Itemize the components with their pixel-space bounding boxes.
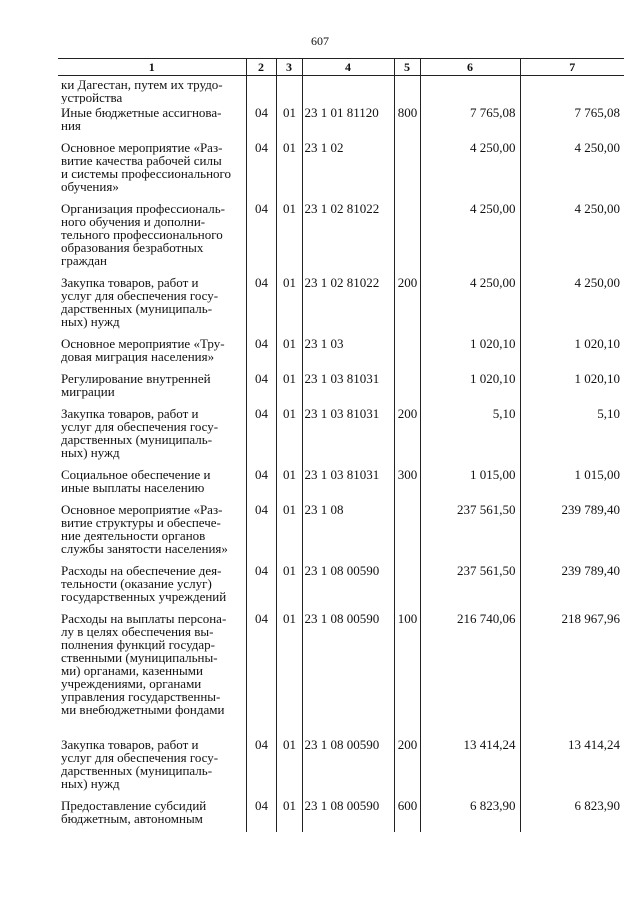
amount-year-2: 239 789,40 — [520, 501, 624, 562]
target-article-code: 23 1 08 00590 — [302, 610, 394, 736]
row-name-line: довая миграция населения» — [61, 349, 215, 364]
amount-year-1: 216 740,06 — [420, 610, 520, 736]
table-row — [58, 335, 624, 370]
target-article-code: 23 1 02 81022 — [302, 200, 394, 274]
table-row — [58, 139, 624, 200]
target-article-code: 23 1 01 81120 — [302, 104, 394, 139]
target-article-code: 23 1 08 00590 — [302, 797, 394, 832]
amount-year-2 — [520, 76, 624, 105]
section-code — [246, 76, 276, 105]
column-header: 5 — [394, 59, 420, 76]
section-code: 04 — [246, 405, 276, 466]
row-name-line: ния — [61, 118, 81, 133]
row-name-line: полнения функций государ- — [61, 637, 215, 652]
row-name-line: ных) нужд — [61, 445, 120, 460]
amount-year-1: 5,10 — [420, 405, 520, 466]
row-name-line: услуг для обеспечения госу- — [61, 419, 219, 434]
row-name-line: Закупка товаров, работ и — [61, 406, 199, 421]
row-name-line: обучения» — [61, 179, 119, 194]
target-article-code: 23 1 08 — [302, 501, 394, 562]
row-name-line: Организация профессиональ- — [61, 201, 226, 216]
amount-year-1: 237 561,50 — [420, 562, 520, 610]
column-header: 3 — [276, 59, 302, 76]
row-name-line: тельности (оказание услуг) — [61, 576, 212, 591]
column-header: 4 — [302, 59, 394, 76]
section-code: 04 — [246, 104, 276, 139]
row-name-line: иные выплаты населению — [61, 480, 205, 495]
row-name-cell — [58, 562, 246, 610]
amount-year-1: 4 250,00 — [420, 200, 520, 274]
table-row — [58, 797, 624, 832]
expense-type-code — [394, 562, 420, 610]
amount-year-1: 1 020,10 — [420, 370, 520, 405]
table-row — [58, 200, 624, 274]
expense-type-code — [394, 370, 420, 405]
row-name-line: государственных учреждений — [61, 589, 227, 604]
row-name-line: витие качества рабочей силы — [61, 153, 222, 168]
row-name-cell — [58, 736, 246, 797]
expense-type-code: 600 — [394, 797, 420, 832]
row-name-line: Иные бюджетные ассигнова- — [61, 105, 222, 120]
row-name-line: Основное мероприятие «Раз- — [61, 502, 223, 517]
amount-year-2: 7 765,08 — [520, 104, 624, 139]
section-code: 04 — [246, 501, 276, 562]
amount-year-1 — [420, 76, 520, 105]
row-name-line: Расходы на выплаты персона- — [61, 611, 227, 626]
row-name-cell — [58, 370, 246, 405]
subsection-code: 01 — [276, 139, 302, 200]
amount-year-1: 4 250,00 — [420, 274, 520, 335]
row-name-line: ми внебюджетными фондами — [61, 702, 225, 717]
row-name-line: дарственных (муниципаль- — [61, 432, 213, 447]
target-article-code — [302, 76, 394, 105]
table-row — [58, 562, 624, 610]
row-name-line: Расходы на обеспечение дея- — [61, 563, 222, 578]
table-row — [58, 466, 624, 501]
row-name-line: тельного профессионального — [61, 227, 223, 242]
subsection-code: 01 — [276, 466, 302, 501]
expense-type-code: 200 — [394, 274, 420, 335]
target-article-code: 23 1 03 — [302, 335, 394, 370]
row-name-line: Предоставление субсидий — [61, 798, 207, 813]
row-name-line: услуг для обеспечения госу- — [61, 750, 219, 765]
row-name-cell — [58, 466, 246, 501]
amount-year-1: 1 015,00 — [420, 466, 520, 501]
row-name-line: бюджетным, автономным — [61, 811, 203, 826]
row-name-line: услуг для обеспечения госу- — [61, 288, 219, 303]
subsection-code: 01 — [276, 797, 302, 832]
page-number: 607 — [311, 34, 329, 48]
amount-year-2: 4 250,00 — [520, 139, 624, 200]
amount-year-1: 4 250,00 — [420, 139, 520, 200]
target-article-code: 23 1 08 00590 — [302, 562, 394, 610]
row-name-cell — [58, 405, 246, 466]
table-row — [58, 736, 624, 797]
subsection-code — [276, 76, 302, 105]
row-name-line: граждан — [61, 253, 107, 268]
row-name-line: управления государственны- — [61, 689, 221, 704]
expense-type-code: 100 — [394, 610, 420, 736]
subsection-code: 01 — [276, 104, 302, 139]
section-code: 04 — [246, 466, 276, 501]
subsection-code: 01 — [276, 736, 302, 797]
section-code: 04 — [246, 274, 276, 335]
section-code: 04 — [246, 610, 276, 736]
amount-year-1: 7 765,08 — [420, 104, 520, 139]
target-article-code: 23 1 03 81031 — [302, 466, 394, 501]
table-row — [58, 104, 624, 139]
amount-year-2: 13 414,24 — [520, 736, 624, 797]
table-header-row — [58, 59, 624, 76]
row-name-line: и системы профессионального — [61, 166, 232, 181]
amount-year-1: 6 823,90 — [420, 797, 520, 832]
budget-table — [58, 58, 624, 832]
row-name-line: ки Дагестан, путем их трудо- — [61, 77, 223, 92]
table-row — [58, 370, 624, 405]
row-name-cell — [58, 200, 246, 274]
subsection-code: 01 — [276, 610, 302, 736]
amount-year-2: 1 015,00 — [520, 466, 624, 501]
row-name-line: миграции — [61, 384, 115, 399]
target-article-code: 23 1 02 81022 — [302, 274, 394, 335]
row-name-cell — [58, 139, 246, 200]
expense-type-code — [394, 335, 420, 370]
amount-year-2: 6 823,90 — [520, 797, 624, 832]
section-code: 04 — [246, 200, 276, 274]
row-name-line: ных) нужд — [61, 776, 120, 791]
subsection-code: 01 — [276, 200, 302, 274]
row-name-line: ных) нужд — [61, 314, 120, 329]
row-name-line: Закупка товаров, работ и — [61, 737, 199, 752]
subsection-code: 01 — [276, 501, 302, 562]
section-code: 04 — [246, 562, 276, 610]
section-code: 04 — [246, 370, 276, 405]
expense-type-code — [394, 200, 420, 274]
amount-year-2: 5,10 — [520, 405, 624, 466]
subsection-code: 01 — [276, 405, 302, 466]
row-name-line: устройства — [61, 90, 123, 104]
row-name-line: учреждениями, органами — [61, 676, 202, 691]
row-name-line: Основное мероприятие «Тру- — [61, 336, 225, 351]
expense-type-code: 200 — [394, 405, 420, 466]
amount-year-2: 1 020,10 — [520, 370, 624, 405]
column-header: 7 — [520, 59, 624, 76]
section-code: 04 — [246, 335, 276, 370]
amount-year-2: 218 967,96 — [520, 610, 624, 736]
amount-year-1: 13 414,24 — [420, 736, 520, 797]
section-code: 04 — [246, 797, 276, 832]
amount-year-1: 237 561,50 — [420, 501, 520, 562]
subsection-code: 01 — [276, 370, 302, 405]
table-row — [58, 405, 624, 466]
amount-year-1: 1 020,10 — [420, 335, 520, 370]
column-header: 2 — [246, 59, 276, 76]
row-name-cell — [58, 104, 246, 139]
row-name-line: образования безработных — [61, 240, 204, 255]
row-name-cell — [58, 610, 246, 736]
expense-type-code: 800 — [394, 104, 420, 139]
row-name-cell — [58, 335, 246, 370]
row-name-line: ного обучения и дополни- — [61, 214, 206, 229]
expense-type-code — [394, 76, 420, 105]
target-article-code: 23 1 02 — [302, 139, 394, 200]
row-name-line: Социальное обеспечение и — [61, 467, 211, 482]
row-name-line: Регулирование внутренней — [61, 371, 211, 386]
expense-type-code — [394, 139, 420, 200]
row-name-cell — [58, 501, 246, 562]
expense-type-code — [394, 501, 420, 562]
amount-year-2: 239 789,40 — [520, 562, 624, 610]
amount-year-2: 1 020,10 — [520, 335, 624, 370]
row-name-line: дарственных (муниципаль- — [61, 763, 213, 778]
section-code: 04 — [246, 736, 276, 797]
row-name-line: лу в целях обеспечения вы- — [61, 624, 214, 639]
amount-year-2: 4 250,00 — [520, 274, 624, 335]
table-row — [58, 274, 624, 335]
table-row — [58, 610, 624, 736]
target-article-code: 23 1 03 81031 — [302, 405, 394, 466]
row-name-line: Закупка товаров, работ и — [61, 275, 199, 290]
row-name-line: ственными (муниципальны- — [61, 650, 218, 665]
subsection-code: 01 — [276, 562, 302, 610]
row-name-line: Основное мероприятие «Раз- — [61, 140, 223, 155]
row-name-cell — [58, 76, 246, 105]
subsection-code: 01 — [276, 274, 302, 335]
table-row — [58, 501, 624, 562]
row-name-line: ми) органами, казенными — [61, 663, 203, 678]
section-code: 04 — [246, 139, 276, 200]
expense-type-code: 300 — [394, 466, 420, 501]
target-article-code: 23 1 03 81031 — [302, 370, 394, 405]
row-name-line: дарственных (муниципаль- — [61, 301, 213, 316]
table-row — [58, 76, 624, 105]
amount-year-2: 4 250,00 — [520, 200, 624, 274]
row-name-line: ние деятельности органов — [61, 528, 206, 543]
row-name-cell — [58, 797, 246, 832]
subsection-code: 01 — [276, 335, 302, 370]
row-name-line: витие структуры и обеспече- — [61, 515, 221, 530]
column-header: 1 — [58, 59, 246, 76]
expense-type-code: 200 — [394, 736, 420, 797]
target-article-code: 23 1 08 00590 — [302, 736, 394, 797]
column-header: 6 — [420, 59, 520, 76]
row-name-cell — [58, 274, 246, 335]
row-name-line: службы занятости населения» — [61, 541, 228, 556]
